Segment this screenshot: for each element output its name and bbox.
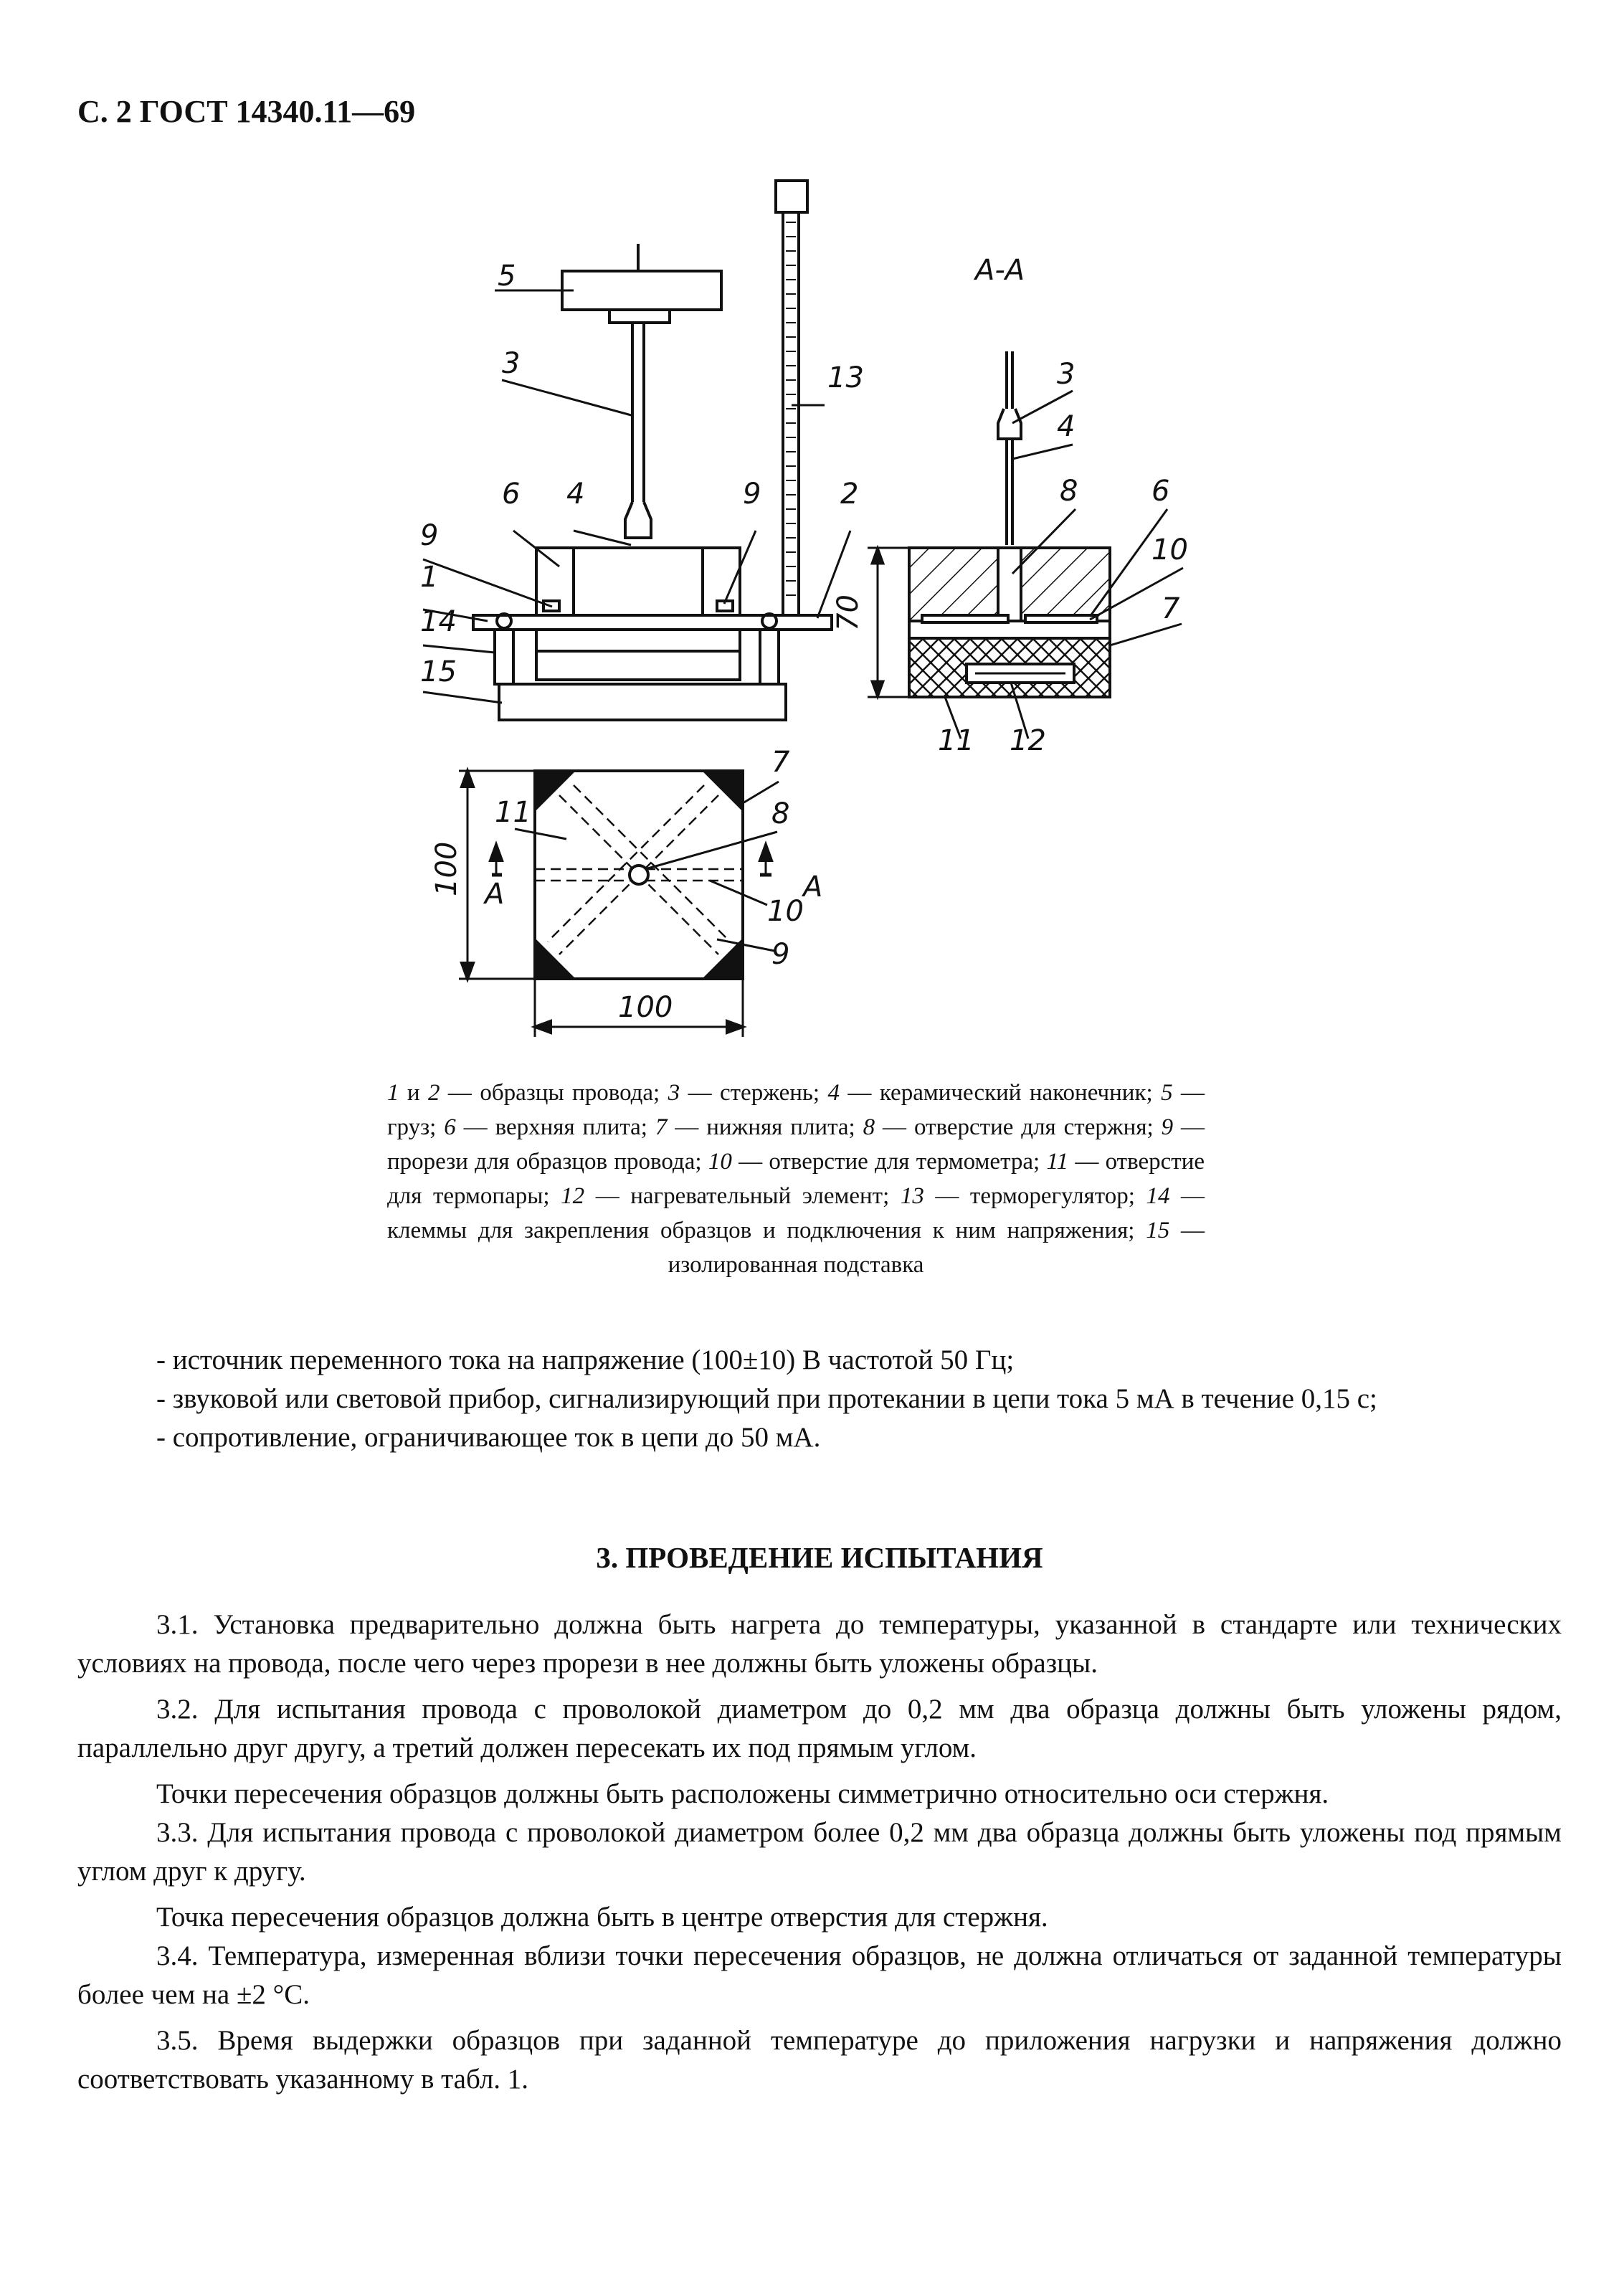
section-3 [77, 1538, 1562, 2099]
caption-text: — отверстие для термопары; [387, 1149, 1205, 1209]
section-callout-11: 11 [938, 724, 974, 757]
list-item: - звуковой или световой прибор, сигнализирующий при протекании в цепи тока 5 мА в течение 0,15 с; [156, 1383, 1377, 1414]
callout-9-left: 9 [420, 519, 439, 552]
caption-text: — отверстие для термометра; [731, 1149, 1047, 1175]
caption-num: 9 [1161, 1114, 1174, 1140]
section-view [909, 351, 1110, 697]
caption-num: 4 [827, 1080, 840, 1106]
page-header: С. 2 ГОСТ 14340.11—69 [77, 94, 416, 129]
paragraph: Точка пересечения образцов должна быть в центре отверстия для стержня. [156, 1902, 1048, 1933]
section-callout-12: 12 [1010, 724, 1046, 757]
caption-text: — нагревательный элемент; [584, 1183, 901, 1209]
callout-4: 4 [566, 478, 585, 511]
caption-num: 1 [387, 1080, 399, 1106]
technical-drawing [0, 0, 1624, 1061]
section-callout-10: 10 [1151, 534, 1188, 566]
section-callout-3: 3 [1057, 358, 1075, 391]
caption-num: 13 [900, 1183, 924, 1209]
plan-callout-11: 11 [495, 796, 531, 829]
caption-num: 11 [1046, 1149, 1069, 1175]
caption-num: 6 [444, 1114, 456, 1140]
plan-callout-9: 9 [771, 938, 790, 971]
callout-2: 2 [840, 478, 859, 511]
callout-5: 5 [498, 260, 516, 293]
caption-text: — образцы провода; [440, 1080, 668, 1106]
caption-num: 7 [655, 1114, 668, 1140]
caption-text: и [399, 1080, 428, 1106]
section-arrow-right: А [803, 871, 823, 904]
caption-num: 10 [708, 1149, 732, 1175]
caption-text: — прорези для образцов провода; [387, 1114, 1205, 1175]
callout-13: 13 [827, 361, 864, 394]
paragraph: 3.5. Время выдержки образцов при заданной температуре до приложения нагрузки и напряжения должно соответствовать указанному в табл. 1. [77, 2025, 1562, 2095]
paragraph: 3.3. Для испытания провода с проволокой диаметром более 0,2 мм два образца должны быть уложены под прямым углом друг к другу. [77, 1817, 1562, 1887]
caption-num: 8 [863, 1114, 875, 1140]
caption-num: 3 [668, 1080, 680, 1106]
callout-6: 6 [502, 478, 521, 511]
caption-text: — изолированная подставка [668, 1218, 1205, 1278]
paragraph: Точки пересечения образцов должны быть расположены симметрично относительно оси стержня. [156, 1778, 1329, 1809]
plan-callout-8: 8 [771, 797, 790, 830]
dimension-70: 70 [832, 594, 865, 631]
caption-num: 12 [561, 1183, 585, 1209]
caption-text: — отверстие для стержня; [875, 1114, 1162, 1140]
plan-callout-7: 7 [771, 746, 790, 779]
list-item: - источник переменного тока на напряжение (100±10) В частотой 50 Гц; [156, 1345, 1015, 1375]
elevation-view [473, 181, 832, 720]
section-callout-4: 4 [1057, 410, 1075, 443]
callout-14: 14 [420, 605, 457, 638]
section-label: А-А [975, 254, 1025, 287]
caption-text: — стержень; [680, 1080, 828, 1106]
dimension-100-vertical: 100 [430, 841, 463, 896]
equipment-list [77, 1341, 1562, 1457]
plan-callout-10: 10 [767, 895, 804, 928]
paragraph: 3.2. Для испытания провода с проволокой диаметром до 0,2 мм два образца должны быть уложены рядом, параллельно друг другу, а третий должен пересекать их под прямым углом. [77, 1694, 1562, 1763]
list-item: - сопротивление, ограничивающее ток в цепи до 50 мА. [156, 1422, 821, 1453]
caption-text: — керамический наконечник; [840, 1080, 1162, 1106]
caption-text: — верхняя плита; [455, 1114, 655, 1140]
paragraph: 3.4. Температура, измеренная вблизи точки пересечения образцов, не должна отличаться от заданной температуры более чем на ±2 °С. [77, 1940, 1562, 2010]
section-arrow-left: А [485, 878, 505, 911]
caption-text: — нижняя плита; [667, 1114, 863, 1140]
caption-num: 14 [1146, 1183, 1170, 1209]
caption-num: 2 [428, 1080, 440, 1106]
dimension-100-horizontal: 100 [618, 991, 673, 1024]
caption-text: — терморегулятор; [923, 1183, 1146, 1209]
caption-text: — клеммы для закрепления образцов и подключения к ним напряжения; [387, 1183, 1205, 1243]
callout-15: 15 [420, 655, 457, 688]
caption-num: 5 [1161, 1080, 1173, 1106]
callout-3: 3 [502, 347, 521, 380]
caption-num: 15 [1146, 1218, 1170, 1243]
section-callout-8: 8 [1060, 475, 1078, 508]
section-callout-7: 7 [1162, 592, 1180, 625]
caption-text: — груз; [387, 1080, 1205, 1140]
callout-9-top: 9 [743, 478, 761, 511]
section-callout-6: 6 [1151, 475, 1170, 508]
paragraph: 3.1. Установка предварительно должна быть нагрета до температуры, указанной в стандарте или технических условиях на провода, после чего через прорези в нее должны быть уложены образцы. [77, 1609, 1562, 1679]
callout-1: 1 [420, 561, 439, 594]
figure-caption [387, 1076, 1205, 1282]
section-title: 3. ПРОВЕДЕНИЕ ИСПЫТАНИЯ [596, 1541, 1043, 1574]
